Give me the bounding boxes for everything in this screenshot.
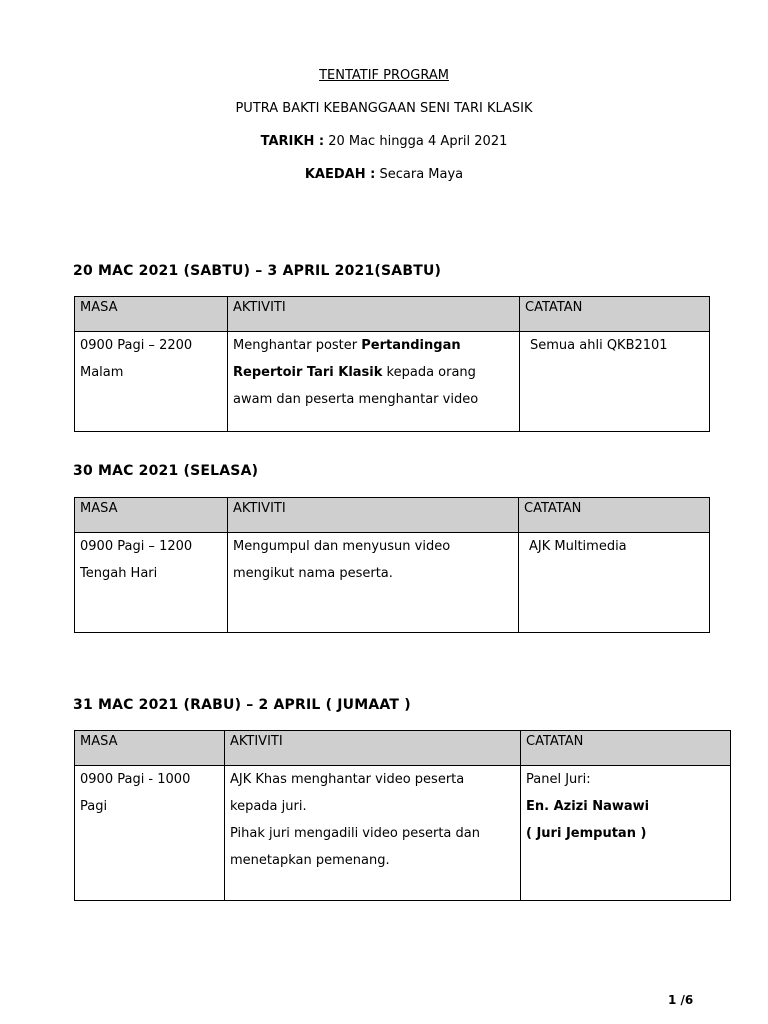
cell-aktiviti — [225, 766, 521, 901]
column-header-masa: MASA — [75, 731, 225, 766]
column-header-catatan: CATATAN — [519, 498, 710, 533]
program-name: PUTRA BAKTI KEBANGGAAN SENI TARI KLASIK — [235, 101, 533, 116]
method-line — [0, 167, 768, 182]
method-value: Secara Maya — [379, 167, 464, 182]
table-row — [75, 533, 710, 633]
cell-masa: 0900 Pagi - 1000 Pagi — [75, 766, 225, 901]
table-header-row — [75, 297, 710, 332]
column-header-catatan: CATATAN — [520, 297, 710, 332]
schedule-table-2 — [74, 497, 710, 633]
section-heading-2: 30 MAC 2021 (SELASA) — [73, 463, 259, 479]
date-value: 20 Mac hingga 4 April 2021 — [328, 134, 508, 149]
column-header-aktiviti: AKTIVITI — [225, 731, 521, 766]
aktiviti-text-bold: Pertandingan Repertoir Tari Klasik — [233, 338, 461, 380]
aktiviti-text-pre: Menghantar poster — [233, 338, 362, 353]
schedule-table-3 — [74, 730, 731, 901]
table-header-row — [75, 731, 731, 766]
column-header-catatan: CATATAN — [521, 731, 731, 766]
table-header-row — [75, 498, 710, 533]
cell-catatan: AJK Multimedia — [519, 533, 710, 633]
catatan-label: Panel Juri: — [526, 772, 591, 787]
column-header-aktiviti: AKTIVITI — [228, 498, 519, 533]
cell-catatan — [521, 766, 731, 901]
schedule-table-1 — [74, 296, 710, 432]
section-heading-1: 20 MAC 2021 (SABTU) – 3 APRIL 2021(SABTU) — [73, 263, 442, 279]
column-header-masa: MASA — [75, 498, 228, 533]
table-row — [75, 766, 731, 901]
date-label: TARIKH : — [260, 134, 325, 149]
cell-catatan: Semua ahli QKB2101 — [520, 332, 710, 432]
aktiviti-paragraph-1: AJK Khas menghantar video peserta kepada juri. — [230, 772, 465, 814]
doc-title: TENTATIF PROGRAM — [319, 68, 449, 83]
page-number: 1 /6 — [668, 993, 694, 1007]
cell-masa: 0900 Pagi – 1200 Tengah Hari — [75, 533, 228, 633]
aktiviti-paragraph-2: Pihak juri mengadili video peserta dan menetapkan pemenang. — [230, 826, 480, 868]
column-header-masa: MASA — [75, 297, 228, 332]
cell-aktiviti: Mengumpul dan menyusun video mengikut nama peserta. — [228, 533, 519, 633]
method-label: KAEDAH : — [304, 167, 376, 182]
catatan-note: ( Juri Jemputan ) — [526, 826, 647, 841]
column-header-aktiviti: AKTIVITI — [228, 297, 520, 332]
aktiviti-text-post: kepada orang awam dan peserta menghantar video — [233, 365, 479, 407]
catatan-name: En. Azizi Nawawi — [526, 799, 650, 814]
cell-masa: 0900 Pagi – 2200 Malam — [75, 332, 228, 432]
date-line — [0, 134, 768, 149]
section-heading-3: 31 MAC 2021 (RABU) – 2 APRIL ( JUMAAT ) — [73, 697, 411, 713]
cell-aktiviti — [228, 332, 520, 432]
table-row — [75, 332, 710, 432]
